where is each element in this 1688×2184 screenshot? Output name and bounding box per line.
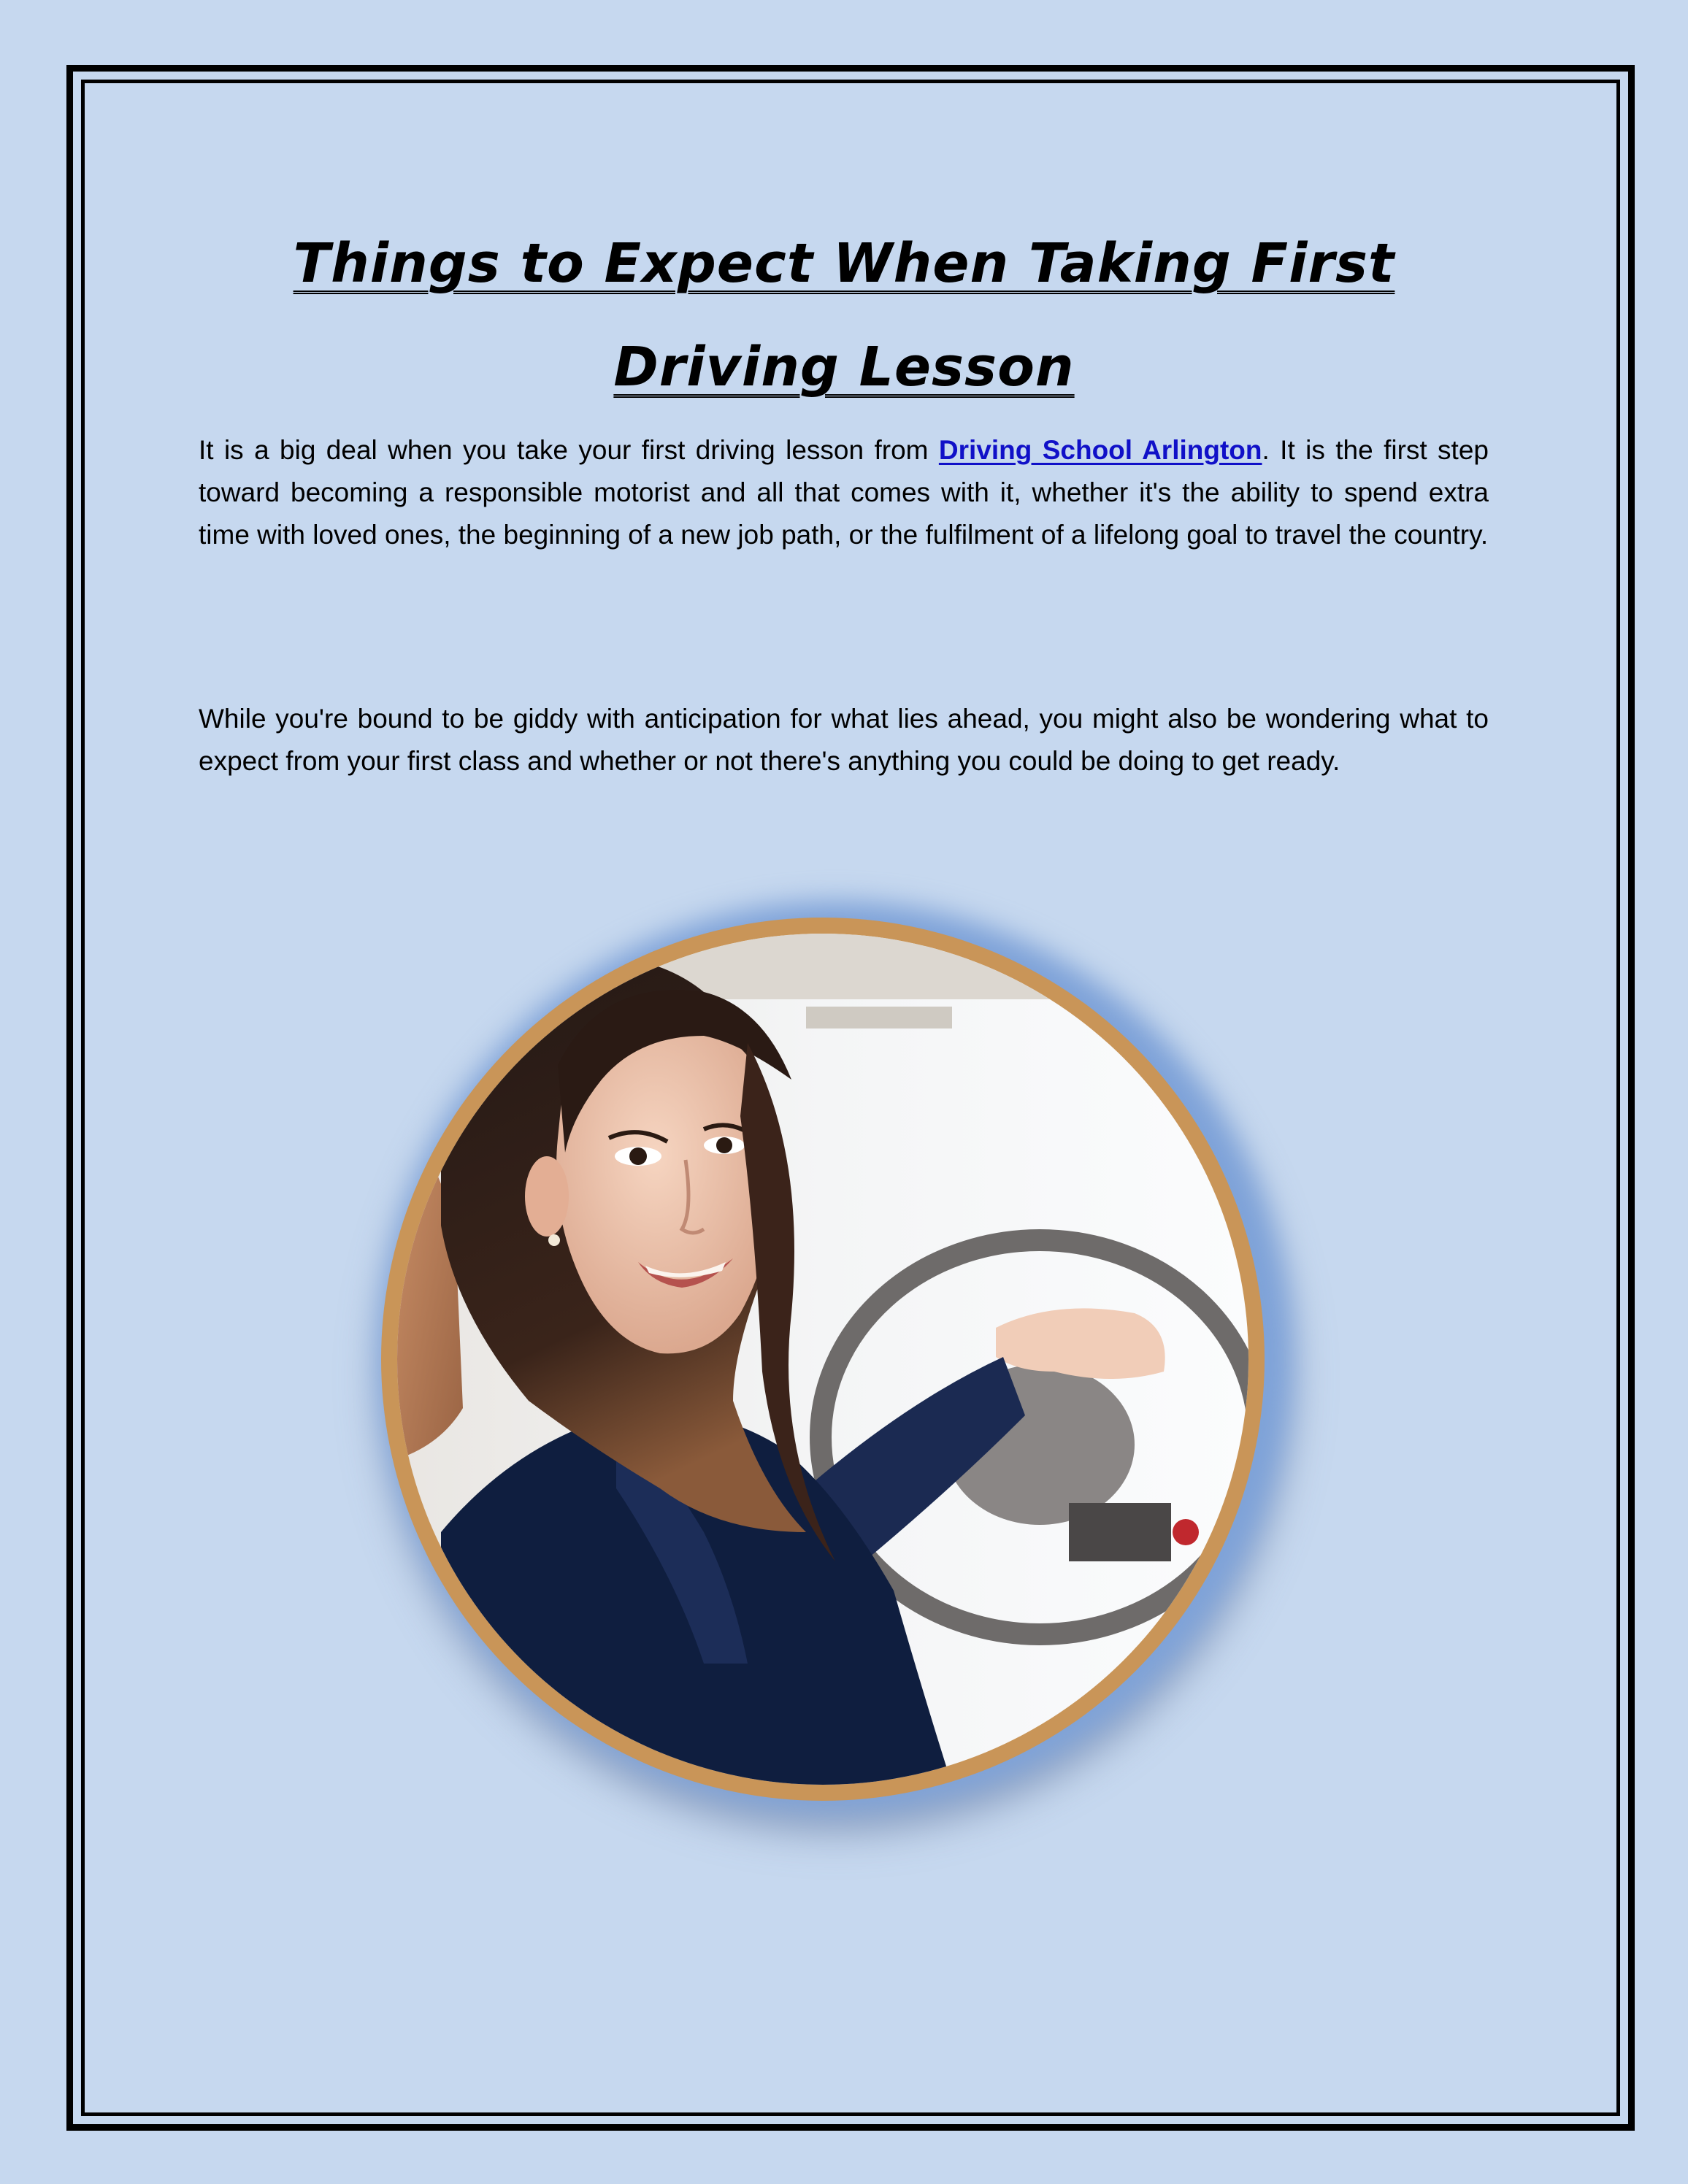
document-title-text: Things to Expect When Taking First Driving Lesson (293, 232, 1395, 399)
driving-school-link[interactable]: Driving School Arlington (938, 435, 1262, 465)
intro-paragraph (199, 429, 1489, 556)
intro-text-before-link: It is a big deal when you take your first driving lesson from (199, 435, 939, 465)
second-paragraph: While you're bound to be giddy with anticipation for what lies ahead, you might also be wondering what to expect from your first class and whether or not there's anything you could be doing to get ready. (199, 704, 1489, 776)
photo-frame-ring (381, 918, 1265, 1801)
driver-photo-figure (365, 901, 1300, 1836)
intro-text-after-link: . It is the first step toward becoming a responsible motorist and all that comes with it, whether it's the ability to spend extra time with loved ones, the beginning of a new job path, or the fulfilment of a lifelong goal to travel the country. (199, 435, 1489, 550)
photo-woman-driving-car-icon (397, 934, 1248, 1785)
document-title (183, 212, 1505, 419)
